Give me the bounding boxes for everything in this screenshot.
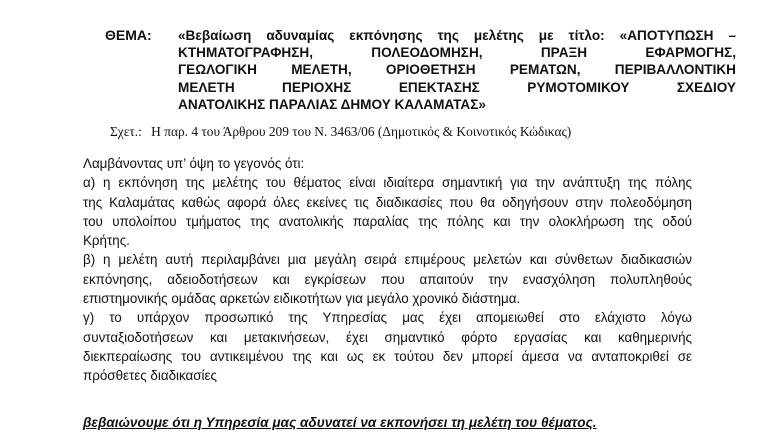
- subject-line: ΑΝΑΤΟΛΙΚΗΣ ΠΑΡΑΛΙΑΣ ΔΗΜΟΥ ΚΑΛΑΜΑΤΑΣ»: [178, 96, 486, 112]
- body-line: συνταξιοδοτήσεων και μετακινήσεων, έχει σημαντικό φόρτο εργασίας και καθημερινής: [83, 329, 692, 345]
- reference: [110, 124, 571, 140]
- subject-line: «Βεβαίωση αδυναμίας εκπόνησης της μελέτης με τίτλο: «ΑΠΟΤΥΠΩΣΗ –: [178, 28, 736, 43]
- conclusion-statement: βεβαιώνουμε ότι η Υπηρεσία μας αδυνατεί να εκπονήσει τη μελέτη του θέματος.: [83, 415, 597, 430]
- subject-text: [178, 27, 736, 113]
- subject-line: ΓΕΩΛΟΓΙΚΗ ΜΕΛΕΤΗ, ΟΡΙΟΘΕΤΗΣΗ ΡΕΜΑΤΩΝ, ΠΕΡΙΒΑΛΛΟΝΤΙΚΗ: [178, 62, 736, 78]
- body-text: [83, 154, 692, 386]
- body-line: β) η μελέτη αυτή περιλαμβάνει μια μεγάλη σειρά επιμέρους μελετών και σύνθετων διαδικασιών: [83, 252, 692, 268]
- body-line: της Καλαμάτας καθώς αφορά όλες εκείνες τις διαδικασίες που θα οδηγήσουν στην πολεοδόμηση: [83, 194, 692, 210]
- body-line: διεκπεραίωσης του αντικειμένου της και ως εκ τούτου δεν μπορεί άμεσα να ανταποκριθεί σε: [83, 348, 692, 364]
- body-line: του υπολοίπου τμήματος της ανατολικής παραλίας της πόλης και την ολοκλήρωση της οδού: [83, 213, 692, 229]
- reference-text: Η παρ. 4 του Άρθρου 209 του Ν. 3463/06 (Δημοτικός & Κοινοτικός Κώδικας): [151, 124, 572, 139]
- body-line: γ) το υπάρχον προσωπικό της Υπηρεσίας μας έχει απομειωθεί στο ελάχιστο λόγω: [83, 310, 692, 326]
- subject-line: ΚΤΗΜΑΤΟΓΡΑΦΗΣΗ, ΠΟΛΕΟΔΟΜΗΣΗ, ΠΡΑΞΗ ΕΦΑΡΜΟΓΗΣ,: [178, 45, 736, 61]
- body-line: Κρήτης.: [83, 233, 130, 249]
- body-line: α) η εκπόνηση της μελέτης του θέματος είναι ιδιαίτερα σημαντική για την ανάπτυξη της πόλης: [83, 175, 692, 191]
- body-line: επιστημονικής ομάδας αρκετών ειδικοτήτων για μεγάλο χρονικό διάστημα.: [83, 291, 521, 307]
- body-line: πρόσθετες διαδικασίες: [83, 368, 217, 384]
- reference-label: Σχετ.:: [110, 124, 142, 139]
- body-line: εκπόνησης, αδειοδοτήσεων και εγκρίσεων που απαιτούν την ενασχόληση πολυπληθούς: [83, 271, 692, 287]
- subject-line: ΜΕΛΕΤΗ ΠΕΡΙΟΧΗΣ ΕΠΕΚΤΑΣΗΣ ΡΥΜΟΤΟΜΙΚΟΥ ΣΧΕΔΙΟΥ: [178, 79, 736, 95]
- subject-label: ΘΕΜΑ:: [105, 27, 152, 43]
- body-line: Λαμβάνοντας υπ’ όψη το γεγονός ότι:: [83, 156, 305, 171]
